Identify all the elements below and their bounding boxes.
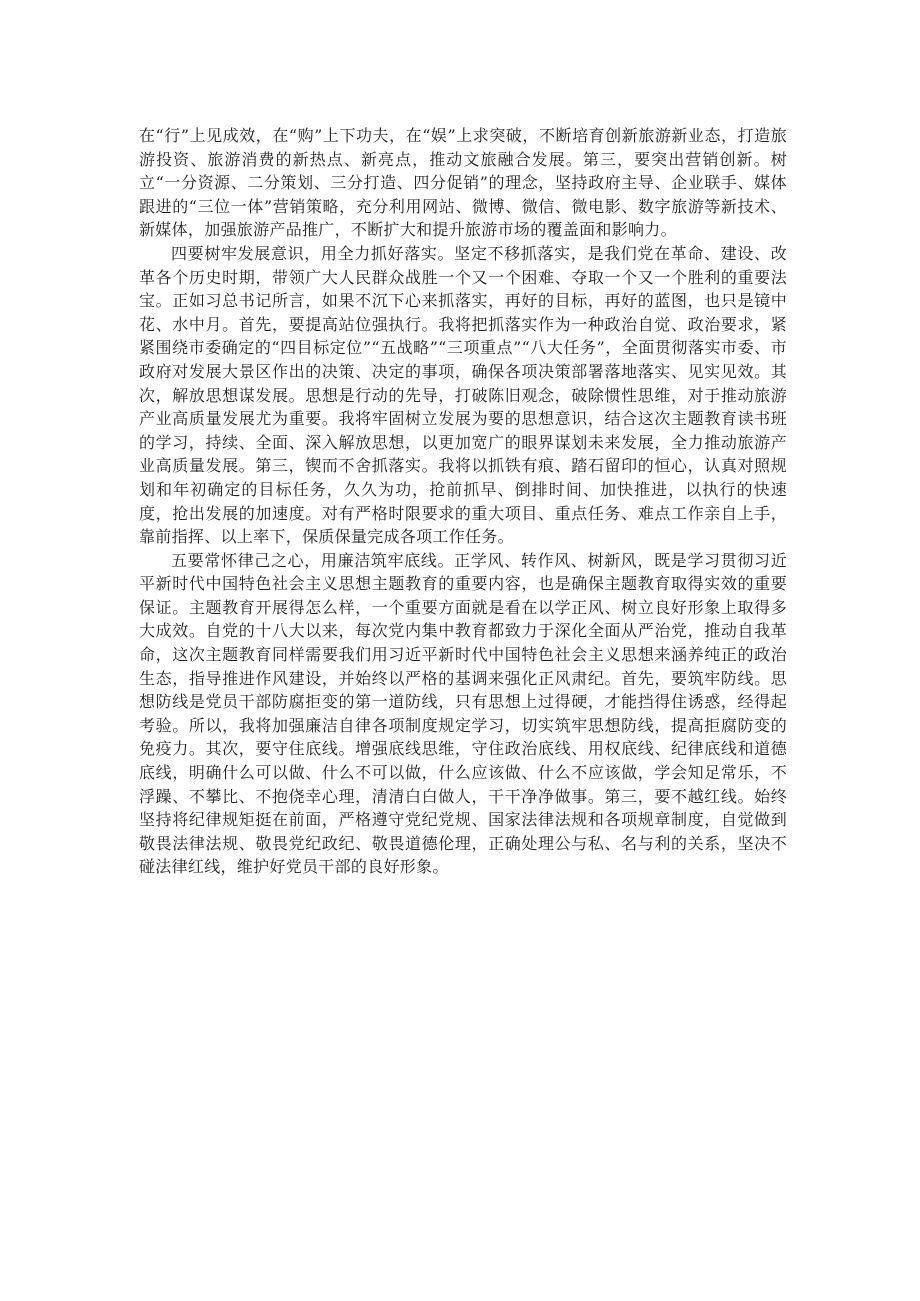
- document-body: [139, 124, 787, 879]
- paragraph-four-development-awareness: 四要树牢发展意识，用全力抓好落实。坚定不移抓落实，是我们党在革命、建设、改革各个历史时期，带领广大人民群众战胜一个又一个困难、夺取一个又一个胜利的重要法宝。正如习总书记所言，如果不沉下心来抓落实，再好的目标，再好的蓝图，也只是镜中花、水中月。首先，要提高站位强执行。我将把抓落实作为一种政治自觉、政治要求，紧紧围绕市委确定的“四目标定位”“五战略”“三项重点”“八大任务”，全面贯彻落实市委、市政府对发展大景区作出的决策、决定的事项，确保各项决策部署落地落实、见实见效。其次，解放思想谋发展。思想是行动的先导，打破陈旧观念，破除惯性思维，对于推动旅游产业高质量发展尤为重要。我将牢固树立发展为要的思想意识，结合这次主题教育读书班的学习，持续、全面、深入解放思想，以更加宽广的眼界谋划未来发展，全力推动旅游产业高质量发展。第三，锲而不舍抓落实。我将以抓铁有痕、踏石留印的恒心，认真对照规划和年初确定的目标任务，久久为功，抢前抓早、倒排时间、加快推进，以执行的快速度，抢出发展的加速度。对有严格时限要求的重大项目、重点任务、难点工作亲自上手，靠前指挥、以上率下，保质保量完成各项工作任务。: [139, 243, 787, 547]
- paragraph-five-integrity-bottom-line: 五要常怀律己之心，用廉洁筑牢底线。正学风、转作风、树新风，既是学习贯彻习近平新时代中国特色社会主义思想主题教育的重要内容，也是确保主题教育取得实效的重要保证。主题教育开展得怎么样，一个重要方面就是看在以学正风、树立良好形象上取得多大成效。自党的十八大以来，每次党内集中教育都致力于深化全面从严治党，推动自我革命，这次主题教育同样需要我们用习近平新时代中国特色社会主义思想来涵养纯正的政治生态，指导推进作风建设，并始终以严格的基调来强化正风肃纪。首先，要筑牢防线。思想防线是党员干部防腐拒变的第一道防线，只有思想上过得硬，才能挡得住诱惑，经得起考验。所以，我将加强廉洁自律各项制度规定学习，切实筑牢思想防线，提高拒腐防变的免疫力。其次，要守住底线。增强底线思维，守住政治底线、用权底线、纪律底线和道德底线，明确什么可以做、什么不可以做，什么应该做、什么不应该做，学会知足常乐，不浮躁、不攀比、不抱侥幸心理，清清白白做人，干干净净做事。第三，要不越红线。始终坚持将纪律规矩挺在前面，严格遵守党纪党规、国家法律法规和各项规章制度，自觉做到敬畏法律法规、敬畏党纪政纪、敬畏道德伦理，正确处理公与私、名与利的关系，坚决不碰法律红线，维护好党员干部的良好形象。: [139, 550, 787, 877]
- paragraph-continuation: 在“行”上见成效，在“购”上下功夫，在“娱”上求突破，不断培育创新旅游新业态，打造旅游投资、旅游消费的新热点、新亮点，推动文旅融合发展。第三，要突出营销创新。树立“一分资源、二分策划、三分打造、四分促销”的理念，坚持政府主导、企业联手、媒体跟进的“三位一体”营销策略，充分利用网站、微博、微信、微电影、数字旅游等新技术、新媒体，加强旅游产品推广，不断扩大和提升旅游市场的覆盖面和影响力。: [139, 126, 787, 240]
